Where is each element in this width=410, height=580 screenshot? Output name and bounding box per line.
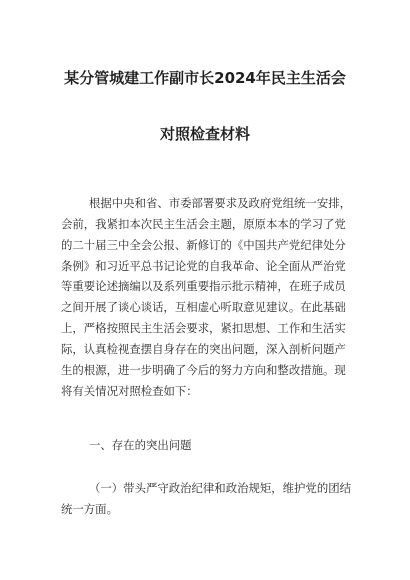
intro-line: 上，严格按照民主生活会要求，紧扣思想、工作和生活实 <box>61 321 346 336</box>
document-title-line-2: 对照检查材料 <box>159 125 250 143</box>
intro-line: 将有关情况对照检查如下： <box>61 383 198 398</box>
intro-paragraph <box>61 193 361 401</box>
document-title-line-1: 某分管城建工作副市长2024年民主生活会 <box>64 69 346 87</box>
intro-line: 际，认真检视查摆自身存在的突出问题，深入剖析问题产 <box>61 341 346 356</box>
subsection-line: （一）带头严守政治纪律和政治规矩，维护党的团结 <box>89 481 351 495</box>
intro-line: 等重要论述摘编以及系列重要指示批示精神，在班子成员 <box>61 279 346 294</box>
intro-line: 会前，我紧扣本次民主生活会主题，原原本本的学习了党 <box>61 216 346 231</box>
intro-line: 生的根源，进一步明确了今后的努力方向和整改措施。现 <box>61 362 346 377</box>
intro-line: 的二十届三中全会公报、新修订的《中国共产党纪律处分 <box>61 237 346 252</box>
intro-line: 之间开展了谈心谈话，互相虚心听取意见建议。在此基础 <box>61 300 346 315</box>
subsection-line: 统一方面。 <box>61 501 118 516</box>
subsection-paragraph <box>61 478 361 520</box>
intro-line: 条例》和习近平总书记论党的自我革命、论全面从严治党 <box>61 258 346 273</box>
section-heading: 一、存在的突出问题 <box>89 438 192 452</box>
intro-line: 根据中央和省、市委部署要求及政府党组统一安排， <box>89 196 351 210</box>
